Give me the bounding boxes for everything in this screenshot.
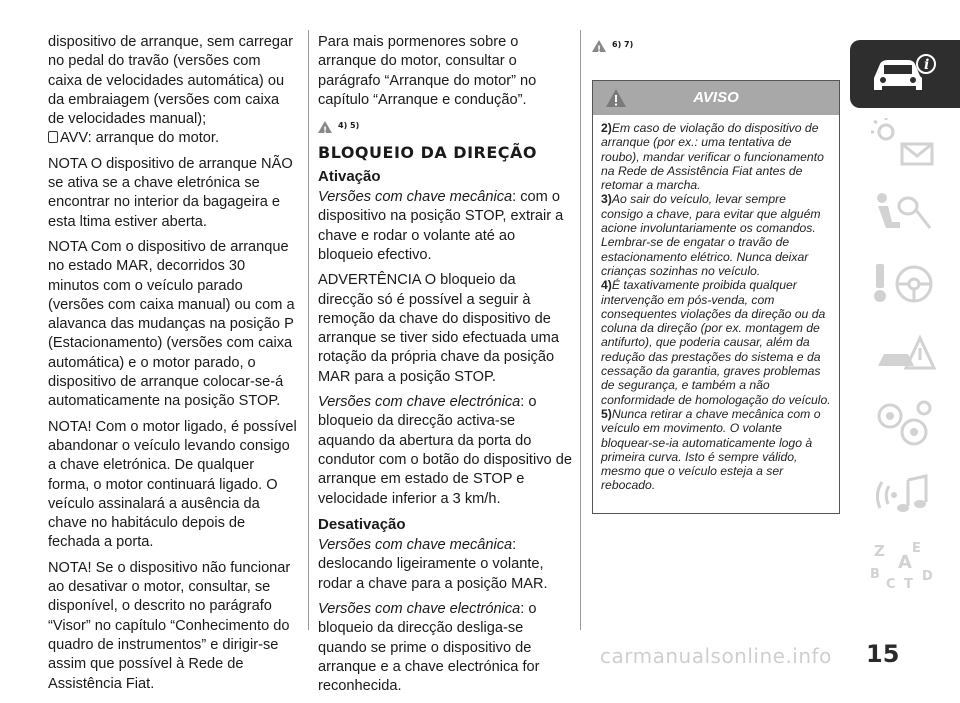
warning-box-body xyxy=(593,115,839,493)
warning-triangle-icon xyxy=(318,121,332,133)
subheading-activation: Ativação xyxy=(318,167,381,185)
item-text: É taxativamente proibida qualquer intervenção em pós-venda, com consequentes violações da direção ou da coluna da direção (por ex. montagem de antifurto), que poderia causar, além da redução das prestações do sistema e da cessação da garantia, graves problemas de segurança, e também a não conformidade de homologação do veículo. xyxy=(601,278,831,407)
paragraph: NOTA! Se o dispositivo não funcionar ao desativar o motor, consultar, se disponível, o descrito no parágrafo “Visor” no capítulo “Conhecimento do quadro de instrumentos” e dirigir-se assim que possível à Rede de Assistência Fiat. xyxy=(48,559,291,692)
section-heading: BLOQUEIO DA DIREÇÃO xyxy=(318,143,538,163)
warning-item xyxy=(601,192,831,278)
svg-text:i: i xyxy=(924,57,930,73)
column-2 xyxy=(318,33,574,703)
warning-box-title: AVISO xyxy=(693,89,739,106)
item-number: 4) xyxy=(601,278,612,293)
item-number: 2) xyxy=(601,121,612,135)
item-text: Ao sair do veículo, levar sempre consigo a chave, para evitar que alguém acione involuntariamente os comandos. Lembrar-se de engatar o travão de estacionamento elétrico. Nunca deixar crianças sozinhas no veículo. xyxy=(601,192,821,278)
svg-text:T: T xyxy=(904,577,913,592)
paragraph: NOTA! Com o motor ligado, é possível abandonar o veículo levando consigo a chave eletrónica. De qualquer forma, o motor continuará ligado. O veículo assinalará a ausência da chave no habitáculo depois de fechada a porta. xyxy=(48,418,297,551)
item-number: 5) xyxy=(601,406,612,421)
warning-reference xyxy=(318,116,574,137)
warning-triangle-icon xyxy=(592,40,606,52)
svg-text:A: A xyxy=(898,552,912,573)
paragraph: ADVERTÊNCIA O bloqueio da direcção só é possível a seguir à remoção da chave do dispositivo de arranque se tiver sido efectuada uma rotação da própria chave da posição MAR para a posição STOP. xyxy=(318,272,559,385)
car-info-icon xyxy=(868,48,938,100)
sidebar-tab-safety[interactable] xyxy=(850,180,960,248)
watermark: carmanualsonline.info xyxy=(600,644,832,668)
italic-label: Versões com chave electrónica xyxy=(318,394,521,411)
column-3 xyxy=(592,33,840,62)
warning-box-header xyxy=(593,81,839,115)
warning-lights-icon xyxy=(868,118,938,170)
paragraph xyxy=(318,188,574,265)
subheading-deactivation: Desativação xyxy=(318,515,406,533)
warning-reference xyxy=(592,35,840,56)
text: AVV: arranque do motor. xyxy=(60,130,219,147)
text: : o bloqueio da direcção activa-se aquando da abertura da porta do condutor com o botão do dispositivo de arranque em estado de STOP e velocidade inferior a 3 km/h. xyxy=(318,394,572,507)
column-divider xyxy=(308,30,309,630)
multimedia-icon xyxy=(868,468,938,520)
sidebar-tab-index[interactable] xyxy=(850,530,960,598)
paragraph xyxy=(318,600,574,696)
text: : com o dispositivo na posição STOP, extrair a chave e rodar o volante até ao bloqueio efectivo. xyxy=(318,189,564,263)
italic-label: Versões com chave mecânica xyxy=(318,537,513,554)
sidebar-tab-multimedia[interactable] xyxy=(850,460,960,528)
page-number: 15 xyxy=(866,640,900,668)
sidebar-tab-emergency[interactable] xyxy=(850,320,960,388)
paragraph xyxy=(318,536,574,594)
svg-text:E: E xyxy=(912,541,921,556)
paragraph: Para mais pormenores sobre o arranque do motor, consultar o parágrafo “Arranque do motor” no capítulo “Arranque e condução”. xyxy=(318,34,537,108)
text: : deslocando ligeiramente o volante, rodar a chave para a posição MAR. xyxy=(318,537,548,592)
paragraph: NOTA Com o dispositivo de arranque no estado MAR, decorridos 30 minutos com o veículo parado (versões com caixa manual) ou com a alavanca das mudanças na posição P (Estacionamento) (versões com caixa automática) e o motor parado, o dispositivo de arranque colocar-se-á automaticamente na posição STOP. xyxy=(48,238,295,410)
sidebar-tab-starting[interactable] xyxy=(850,250,960,318)
settings-gears-icon xyxy=(868,398,938,450)
svg-text:D: D xyxy=(922,569,933,584)
italic-label: Versões com chave mecânica xyxy=(318,189,513,206)
warning-item xyxy=(601,278,831,407)
svg-text:C: C xyxy=(886,577,896,592)
warning-item xyxy=(601,407,831,493)
airbag-seat-icon xyxy=(868,188,938,240)
paragraph xyxy=(318,393,574,509)
svg-text:Z: Z xyxy=(874,542,885,560)
column-divider xyxy=(580,30,581,630)
item-number: 3) xyxy=(601,192,612,207)
column-1 xyxy=(48,33,298,700)
sidebar-tab-warnings[interactable] xyxy=(850,110,960,178)
reference-numbers: 4) 5) xyxy=(338,121,360,131)
key-icon xyxy=(48,131,58,143)
sidebar-tab-car-info[interactable] xyxy=(850,40,960,108)
car-breakdown-icon xyxy=(868,328,938,380)
svg-text:B: B xyxy=(870,567,880,582)
reference-numbers: 6) 7) xyxy=(612,40,634,49)
warning-item xyxy=(601,121,831,192)
paragraph: dispositivo de arranque, sem carregar no pedal do travão (versões com caixa de velocidades automática) ou da embraiagem (versões com caixa de velocidades manual); xyxy=(48,34,293,128)
paragraph xyxy=(48,129,298,148)
item-text: Nunca retirar a chave mecânica com o veículo em movimento. O volante bloquear-se-ia automaticamente logo à primeira curva. Isto é sempre válido, mesmo que o veículo esteja a ser rebocado. xyxy=(601,406,821,493)
alphabet-index-icon xyxy=(868,538,938,590)
key-steering-icon xyxy=(868,258,938,310)
sidebar-tab-maintenance[interactable] xyxy=(850,390,960,458)
text: : o bloqueio da direcção desliga-se quando se prime o dispositivo de arranque e a chave electrónica for reconhecida. xyxy=(318,601,540,695)
item-text: Em caso de violação do dispositivo de arranque (por ex.: uma tentativa de roubo), mandar verificar o funcionamento na Rede de Assistência Fiat antes de retomar a marcha. xyxy=(601,121,824,193)
paragraph: NOTA O dispositivo de arranque NÃO se ativa se a chave eletrónica se encontrar no interior da bagageira e esta ltima estiver aberta. xyxy=(48,155,293,230)
warning-box xyxy=(592,80,840,514)
italic-label: Versões com chave electrónica xyxy=(318,601,521,618)
